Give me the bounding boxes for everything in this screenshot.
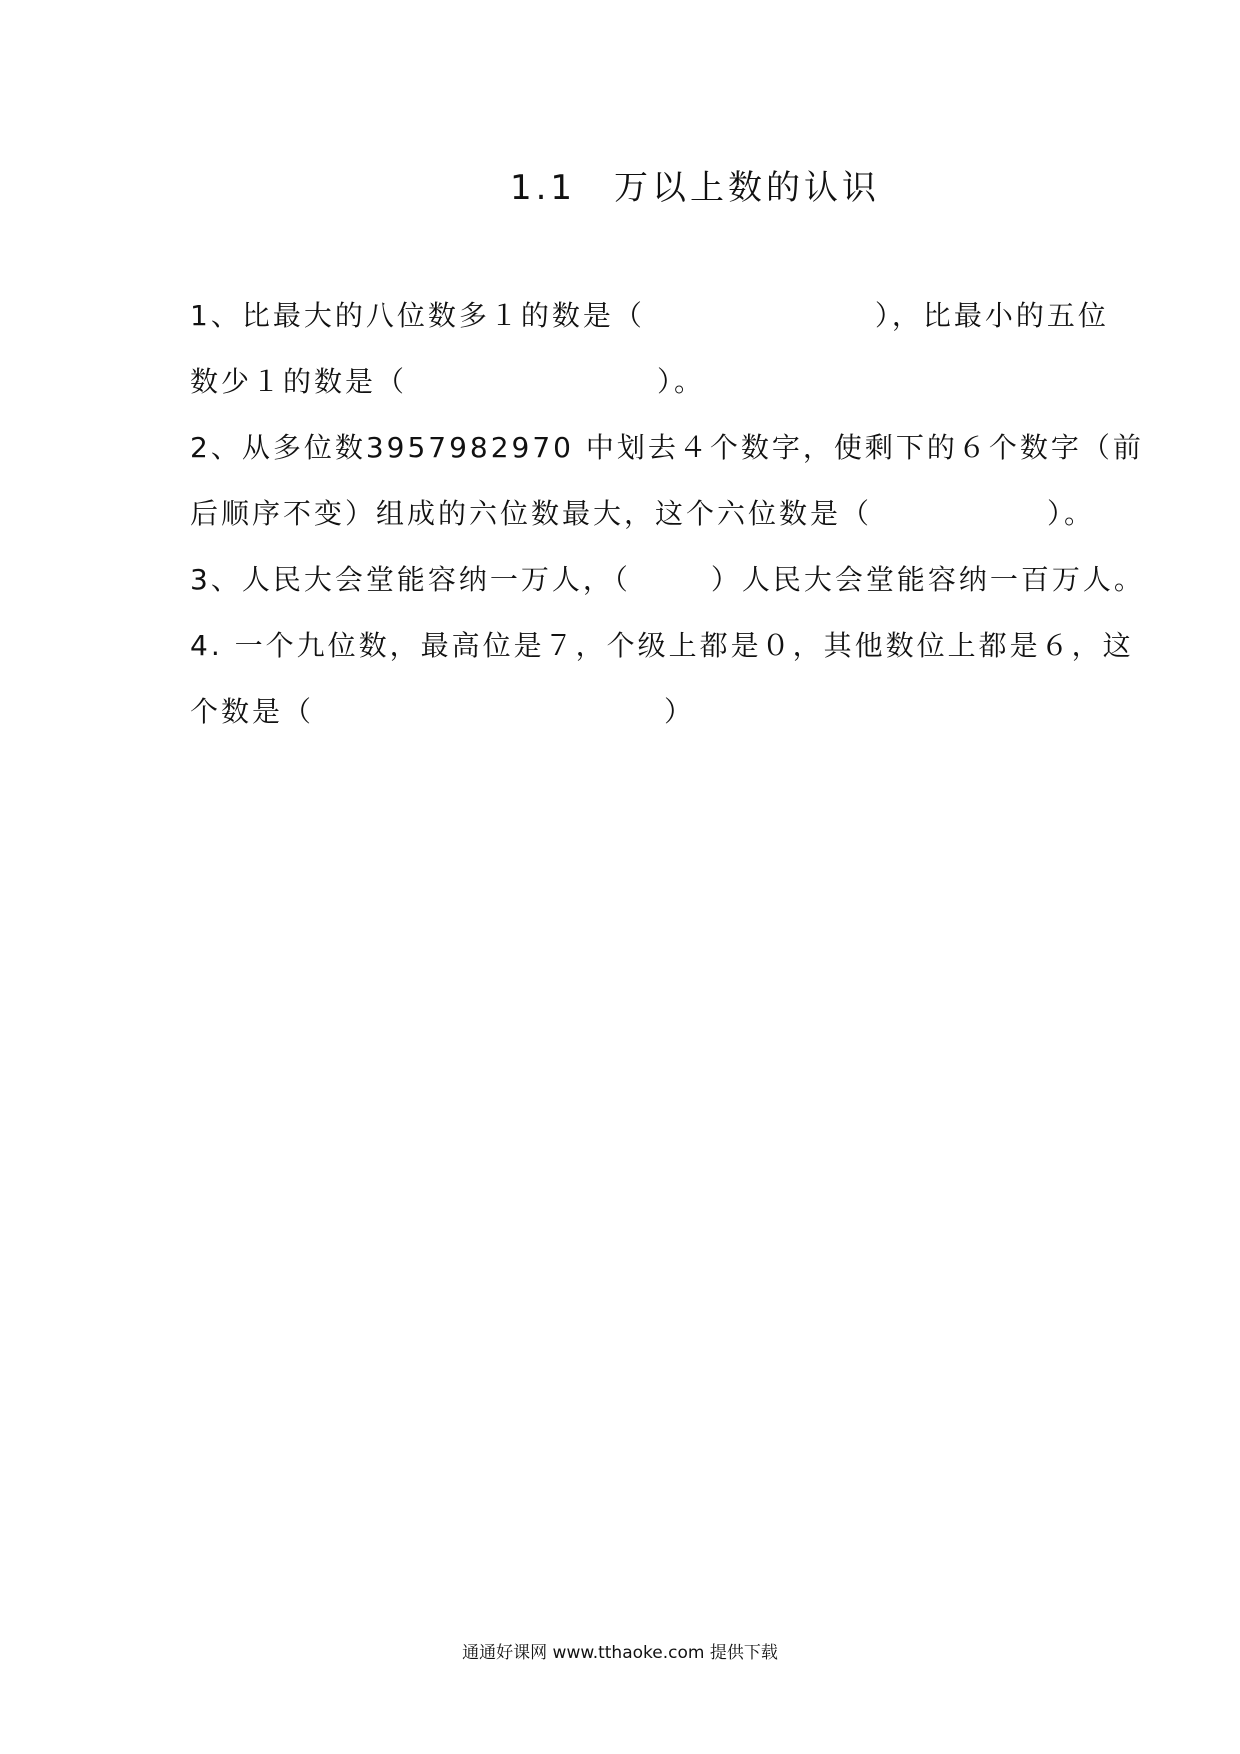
question-4-line-2 [190,692,695,732]
question-3-text-a: 3、人民大会堂能容纳一万人，（ [190,563,631,596]
question-1-text-b: ），比最小的五位 [874,299,1109,332]
question-2-text-a: 后顺序不变）组成的六位数最大，这个六位数是（ [190,497,873,530]
question-4-text-a: 个数是（ [190,695,315,728]
question-3-text-b: ）人民大会堂能容纳一百万人。 [710,563,1145,596]
question-1-line-1 [190,296,1109,336]
question-3-line-1 [190,560,1145,600]
question-4-text-b: ） [664,695,696,728]
question-2-text-b: ）。 [1047,497,1096,530]
question-2-line-1: 2、从多位数3957982970 中划去４个数字，使剩下的６个数字（前 [190,431,1144,464]
question-1-text-a: 1、比最大的八位数多１的数是（ [190,299,645,332]
question-1-text-d: ）。 [657,365,706,398]
question-1-text-c: 数少１的数是（ [190,365,408,398]
question-4-line-1: 4. 一个九位数，最高位是７，个级上都是０，其他数位上都是６，这 [190,629,1134,662]
question-1-line-2 [190,362,705,402]
footer-source: 通通好课网 www.tthaoke.com 提供下载 [462,1643,778,1663]
question-2-line-2 [190,494,1095,534]
page-title: 1.1 万以上数的认识 [509,168,881,208]
